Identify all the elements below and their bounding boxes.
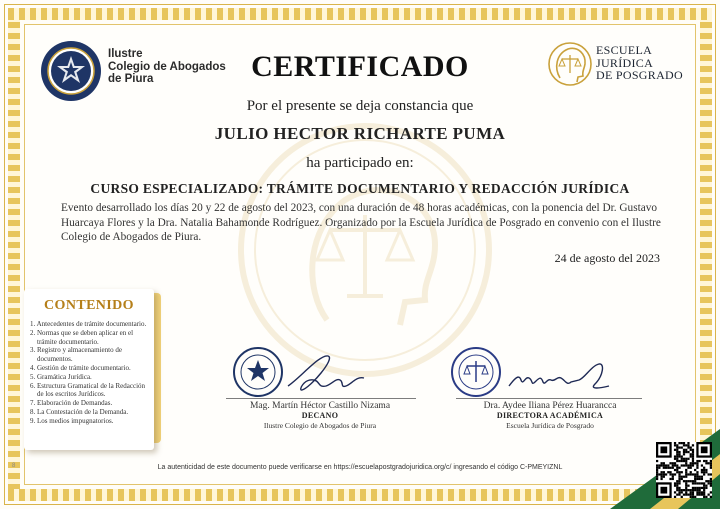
event-description: Evento desarrollado los días 20 y 22 de agosto del 2023, con una duración de 48 horas académicas, con la ponencia del Dr. Gustavo Huarcaya Flores y la Dra. Natalia Bahamonde Rodríguez. Organizado por la Escuela Jurídica de Posgrado en convenio con el Ilustre Colegio de Abogados de Piura. — [61, 202, 661, 243]
list-item: 7. Elaboración de Demandas. — [30, 399, 113, 408]
list-item: 3. Registro y almacenamiento de documentos. — [30, 346, 122, 364]
intro-text: Por el presente se deja constancia que — [246, 98, 474, 114]
signature-line-directora — [456, 398, 642, 399]
right-org-line1: ESCUELA — [596, 43, 653, 57]
signature-line-decano — [226, 398, 416, 399]
right-org-name — [596, 44, 683, 82]
directora-name: Dra. Aydee Iliana Pérez Huarancca — [483, 401, 617, 411]
directora-role: DIRECTORA ACADÉMICA — [496, 411, 604, 420]
decano-org: Ilustre Colegio de Abogados de Piura — [263, 421, 377, 430]
recipient-name: JULIO HECTOR RICHARTE PUMA — [214, 124, 506, 143]
certificate-title: CERTIFICADO — [251, 50, 469, 83]
list-item: 1. Antecedentes de trámite documentario. — [30, 320, 147, 328]
corner-mark: 8 — [12, 463, 16, 469]
verification-qr-code[interactable] — [656, 442, 712, 498]
participation-text: ha participado en: — [306, 155, 414, 171]
left-org-line3: de Piura — [108, 73, 154, 85]
issue-date: 24 de agosto del 2023 — [554, 251, 660, 265]
left-org-line1: Ilustre — [108, 48, 143, 60]
list-item: 5. Gramática Jurídica. — [30, 372, 92, 381]
left-org-line2: Colegio de Abogados — [108, 60, 226, 73]
escuela-juridica-logo — [548, 40, 592, 88]
list-item: 9. Los medios impugnatorios. — [30, 416, 114, 425]
right-org-line2: JURÍDICA — [596, 55, 654, 70]
right-org-line3: DE POSGRADO — [596, 68, 683, 82]
signature-decano — [280, 348, 370, 398]
signature-directora — [505, 356, 615, 396]
verification-text: La autenticidad de este documento puede verificarse en https://escuelapostgradojuridica.org/c/ ingresando el código C-PMEYIZNL — [157, 464, 563, 471]
list-item: 4. Gestión de trámite documentario. — [30, 363, 131, 372]
icap-seal-icon — [232, 346, 284, 398]
list-item: 6. Estructura Gramatical de la Redacción de los escritos Jurídicos. — [30, 381, 146, 399]
icap-logo — [40, 40, 102, 102]
decano-role: DECANO — [301, 411, 339, 420]
escuela-seal-icon — [450, 346, 502, 398]
decano-name: Mag. Martín Héctor Castillo Nizama — [249, 401, 391, 411]
contents-tab-accent — [153, 293, 161, 443]
course-title: CURSO ESPECIALIZADO: TRÁMITE DOCUMENTARIO Y REDACCIÓN JURÍDICA — [90, 181, 630, 196]
left-org-name — [108, 48, 226, 86]
list-item: 2. Normas que se deben aplicar en el trámite documentario. — [30, 328, 134, 346]
directora-org: Escuela Jurídica de Posgrado — [506, 421, 594, 430]
list-item: 8. La Contestación de la Demanda. — [30, 407, 129, 416]
contents-list — [30, 320, 152, 426]
contents-title: CONTENIDO — [44, 298, 134, 313]
